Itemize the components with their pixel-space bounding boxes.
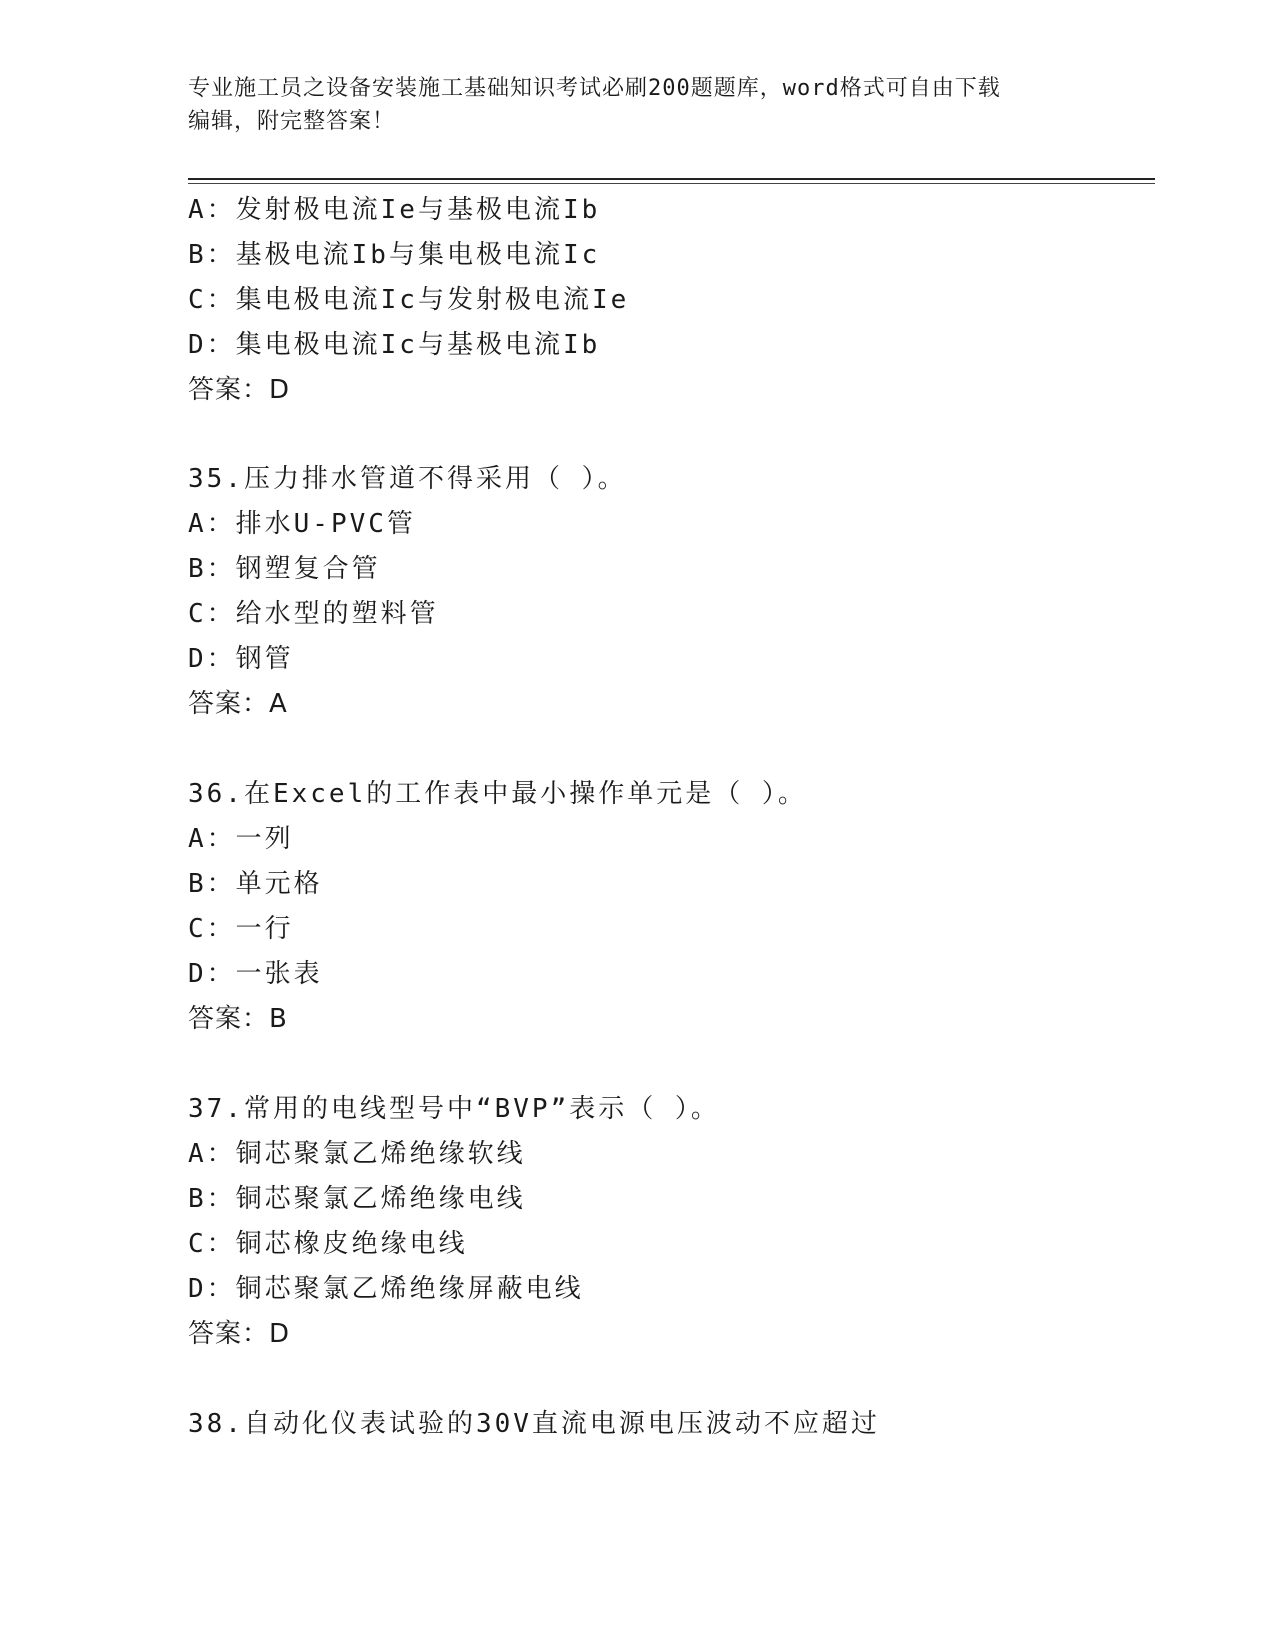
header-line-1: 专业施工员之设备安装施工基础知识考试必刷200题题库，word格式可自由下载 xyxy=(188,76,1001,101)
option-c: C：铜芯橡皮绝缘电线 xyxy=(188,1229,468,1259)
answer-line: 答案：B xyxy=(188,1004,288,1034)
option-a: A：发射极电流Ie与基极电流Ib xyxy=(188,195,601,225)
answer-line: 答案：A xyxy=(188,689,288,719)
option-b: B：钢塑复合管 xyxy=(188,554,381,584)
answer-line: 答案：D xyxy=(188,375,291,405)
option-a: A：铜芯聚氯乙烯绝缘软线 xyxy=(188,1139,526,1169)
option-d: D：一张表 xyxy=(188,959,323,989)
option-c: C：集电极电流Ic与发射极电流Ie xyxy=(188,285,630,315)
header-divider-thick xyxy=(188,178,1155,180)
option-c: C：给水型的塑料管 xyxy=(188,599,439,629)
question-38: 38.自动化仪表试验的30V直流电源电压波动不应超过 xyxy=(188,1409,880,1439)
option-a: A：一列 xyxy=(188,824,294,854)
option-c: C：一行 xyxy=(188,914,294,944)
option-b: B：铜芯聚氯乙烯绝缘电线 xyxy=(188,1184,526,1214)
document-header xyxy=(188,72,1068,138)
header-line-2: 编辑，附完整答案！ xyxy=(188,109,396,134)
question-35: 35.压力排水管道不得采用（ ）。 xyxy=(188,464,627,494)
option-d: D：钢管 xyxy=(188,644,294,674)
header-divider-thin xyxy=(188,183,1155,184)
question-37: 37.常用的电线型号中“BVP”表示（ ）。 xyxy=(188,1094,720,1124)
question-36: 36.在Excel的工作表中最小操作单元是（ ）。 xyxy=(188,779,807,809)
option-d: D：铜芯聚氯乙烯绝缘屏蔽电线 xyxy=(188,1274,584,1304)
option-b: B：基极电流Ib与集电极电流Ic xyxy=(188,240,601,270)
answer-line: 答案：D xyxy=(188,1319,291,1349)
option-a: A：排水U-PVC管 xyxy=(188,509,416,539)
option-d: D：集电极电流Ic与基极电流Ib xyxy=(188,330,601,360)
option-b: B：单元格 xyxy=(188,869,323,899)
